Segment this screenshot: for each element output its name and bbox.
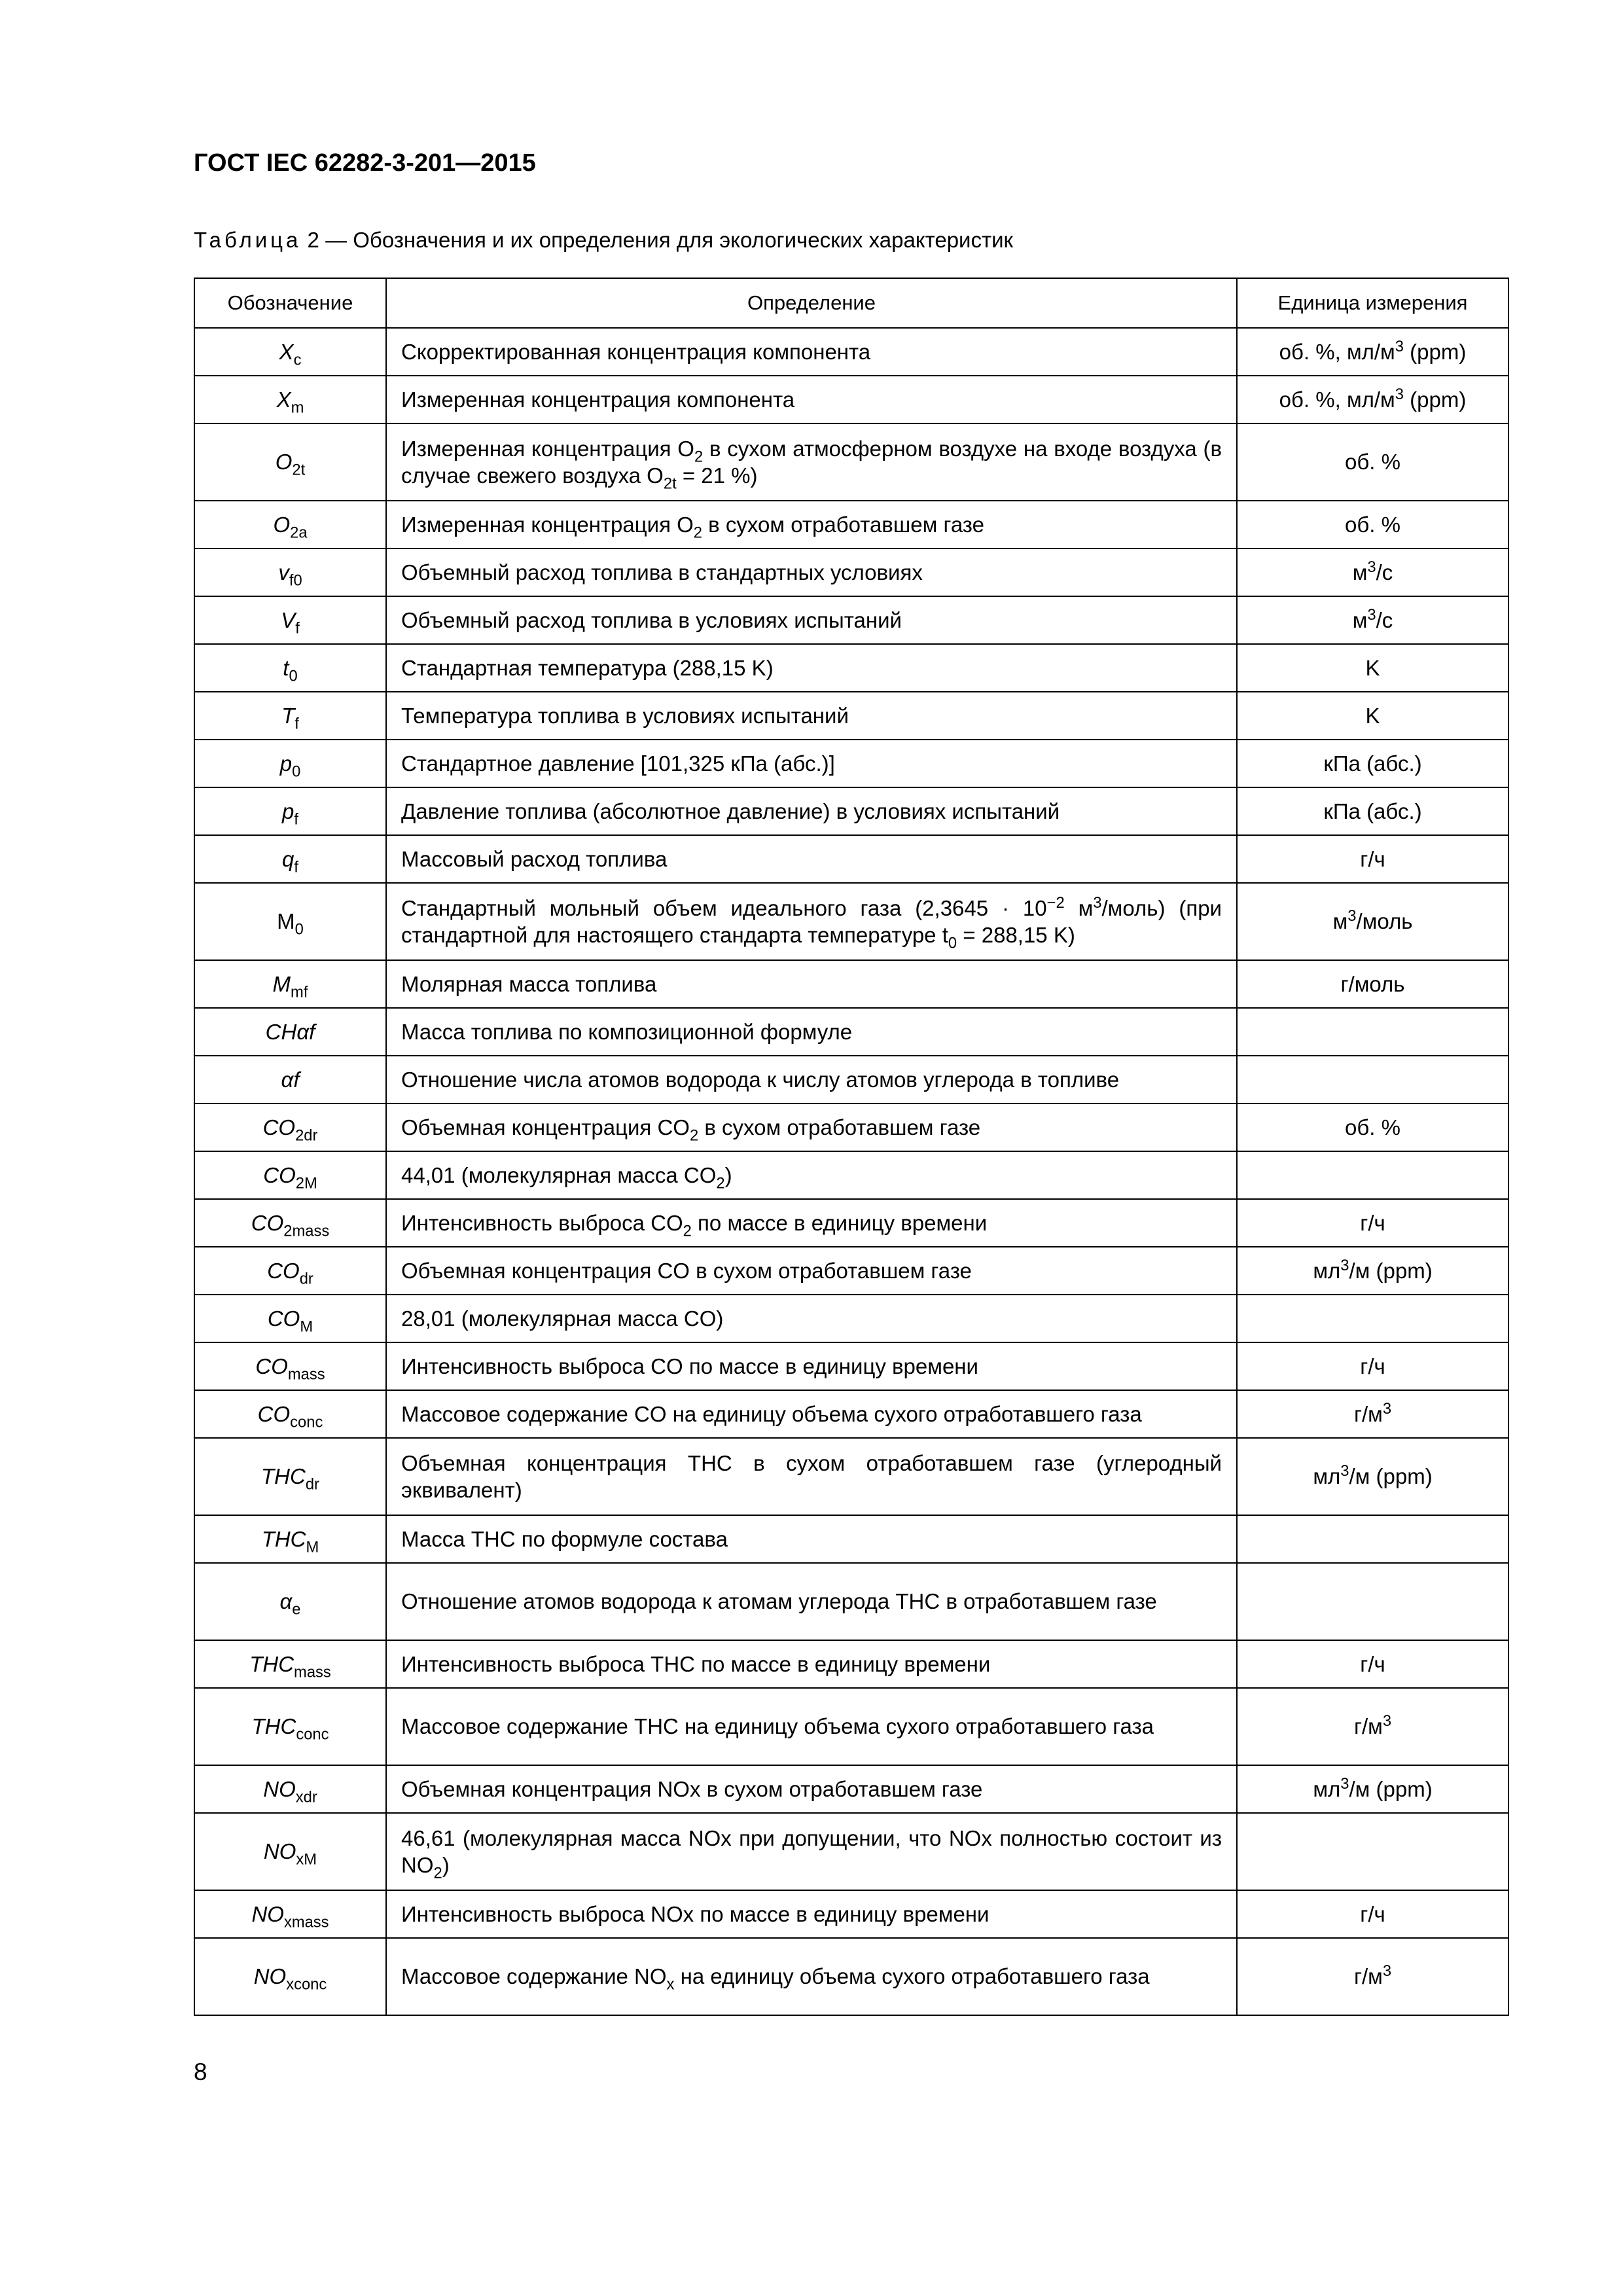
unit-cell xyxy=(1237,1056,1508,1103)
symbol-subscript: f xyxy=(295,619,300,637)
definition-cell xyxy=(386,883,1237,960)
definition-cell xyxy=(386,787,1237,835)
text-run: 2 xyxy=(693,524,703,542)
table-row xyxy=(194,1890,1508,1938)
text-run: Массовый расход топлива xyxy=(401,846,668,871)
unit-cell xyxy=(1237,1008,1508,1056)
text-run: 3 xyxy=(1367,606,1376,624)
symbol-cell xyxy=(194,376,386,423)
unit-cell xyxy=(1237,1515,1508,1563)
text-run: Стандартное давление [101,325 кПа (абс.)] xyxy=(401,751,835,776)
definition-cell xyxy=(386,835,1237,883)
text-run: /м (ppm) xyxy=(1349,1776,1433,1801)
symbol-cell xyxy=(194,1563,386,1640)
table-row xyxy=(194,1938,1508,2015)
table-row xyxy=(194,644,1508,692)
symbol-cell xyxy=(194,1056,386,1103)
unit-cell xyxy=(1237,1247,1508,1295)
text-run: Объемная концентрация NOx в сухом отработавшем газе xyxy=(401,1776,983,1801)
text-run: Массовое содержание NO xyxy=(401,1964,667,1989)
unit-cell xyxy=(1237,1640,1508,1688)
definition-cell xyxy=(386,423,1237,501)
text-run: Масса топлива по композиционной формуле xyxy=(401,1019,853,1044)
text-run: x xyxy=(666,1975,675,1994)
symbol-cell xyxy=(194,740,386,787)
text-run: кПа (абс.) xyxy=(1323,751,1422,776)
unit-cell xyxy=(1237,740,1508,787)
unit-cell xyxy=(1237,835,1508,883)
text-run: 3 xyxy=(1340,1257,1349,1274)
text-run: в сухом отработавшем газе xyxy=(698,1115,981,1139)
symbol-cell xyxy=(194,548,386,596)
text-run: об. % xyxy=(1345,1115,1400,1139)
symbol-base: t xyxy=(283,655,289,680)
table-row xyxy=(194,740,1508,787)
text-run: Измеренная концентрация O xyxy=(401,512,694,537)
table-row xyxy=(194,960,1508,1008)
text-run: мл xyxy=(1313,1776,1341,1801)
symbol-subscript: M xyxy=(306,1538,319,1556)
text-run: Объемная концентрация CO xyxy=(401,1115,690,1139)
text-run: K xyxy=(1365,703,1380,728)
text-run: 28,01 (молекулярная масса CO) xyxy=(401,1306,724,1331)
text-run: г/ч xyxy=(1360,1354,1385,1378)
column-header-symbol: Обозначение xyxy=(194,278,386,328)
symbol-subscript: xmass xyxy=(283,1913,329,1931)
text-run: об. % xyxy=(1345,512,1400,537)
symbol-cell xyxy=(194,1813,386,1890)
definition-cell xyxy=(386,1563,1237,1640)
symbol-subscript: f xyxy=(294,810,298,829)
symbol-base: THC xyxy=(261,1464,306,1489)
table-caption xyxy=(194,228,1013,253)
definition-cell xyxy=(386,1813,1237,1890)
symbol-cell xyxy=(194,1342,386,1390)
unit-cell xyxy=(1237,787,1508,835)
definition-cell xyxy=(386,1247,1237,1295)
symbol-base: NO xyxy=(263,1776,296,1801)
definition-cell xyxy=(386,1890,1237,1938)
table-row xyxy=(194,1813,1508,1890)
text-run: 2 xyxy=(716,1174,725,1193)
symbol-cell xyxy=(194,692,386,740)
text-run: Объемная концентрация THC в сухом отработавшем газе (углеродный эквивалент) xyxy=(401,1450,1222,1502)
symbol-base: α xyxy=(279,1589,293,1614)
unit-cell xyxy=(1237,1390,1508,1438)
symbol-subscript: M xyxy=(300,1318,313,1336)
table-row xyxy=(194,423,1508,501)
symbol-subscript: e xyxy=(292,1600,301,1619)
definition-cell xyxy=(386,596,1237,644)
table-row xyxy=(194,1765,1508,1813)
symbol-base: THC xyxy=(261,1526,306,1551)
text-run: = 288,15 K) xyxy=(957,923,1075,947)
text-run: Стандартный мольный объем идеального газа (2,3645 · 10 xyxy=(401,895,1047,920)
text-run: Скорректированная концентрация компонента xyxy=(401,339,871,364)
table-body xyxy=(194,328,1508,2015)
unit-cell xyxy=(1237,1438,1508,1515)
unit-cell xyxy=(1237,1765,1508,1813)
symbol-base: O xyxy=(275,450,293,475)
unit-cell xyxy=(1237,883,1508,960)
symbol-cell xyxy=(194,835,386,883)
text-run: /м (ppm) xyxy=(1349,1464,1433,1489)
text-run: /с xyxy=(1376,560,1393,584)
symbol-base: M xyxy=(277,909,295,934)
text-run: Интенсивность выброса NOx по массе в единицу времени xyxy=(401,1901,990,1926)
symbol-cell xyxy=(194,1247,386,1295)
symbol-base: NO xyxy=(251,1901,284,1926)
table-caption-text: 2 — Обозначения и их определения для экологических характеристик xyxy=(301,228,1013,252)
symbol-base: CO xyxy=(267,1258,300,1283)
text-run: мл xyxy=(1313,1258,1341,1283)
text-run: в сухом атмосферном воздухе на входе воздуха (в случае свежего воздуха O xyxy=(401,436,1222,488)
text-run: 3 xyxy=(1382,1962,1392,1981)
text-run: K xyxy=(1365,655,1380,680)
table-row xyxy=(194,787,1508,835)
text-run: г/ч xyxy=(1360,1210,1385,1235)
symbol-cell xyxy=(194,1390,386,1438)
definition-cell xyxy=(386,1199,1237,1247)
text-run: 2t xyxy=(663,475,677,493)
unit-cell xyxy=(1237,1199,1508,1247)
text-run: = 21 %) xyxy=(676,463,758,488)
symbol-subscript: c xyxy=(293,351,302,369)
text-run: Массовое содержание THC на единицу объема сухого отработавшего газа xyxy=(401,1714,1154,1739)
symbol-subscript: 2a xyxy=(290,524,308,542)
text-run: /м (ppm) xyxy=(1349,1258,1433,1283)
text-run: по массе в единицу времени xyxy=(691,1210,988,1235)
table-row xyxy=(194,1515,1508,1563)
symbol-subscript: 0 xyxy=(289,667,298,685)
symbol-subscript: mass xyxy=(287,1365,325,1384)
unit-cell xyxy=(1237,596,1508,644)
unit-cell xyxy=(1237,1688,1508,1765)
table-row xyxy=(194,1247,1508,1295)
text-run: г/ч xyxy=(1360,1901,1385,1926)
symbol-subscript: xconc xyxy=(286,1975,327,1994)
symbol-subscript: xdr xyxy=(295,1788,317,1806)
symbol-cell xyxy=(194,883,386,960)
text-run: Стандартная температура (288,15 K) xyxy=(401,655,774,680)
page-number: 8 xyxy=(194,2058,207,2085)
symbol-base: NO xyxy=(253,1964,287,1989)
symbol-base: THC xyxy=(249,1651,294,1676)
symbol-subscript: conc xyxy=(290,1413,323,1431)
definition-cell xyxy=(386,1103,1237,1151)
text-run: г/м xyxy=(1353,1964,1383,1989)
table-row xyxy=(194,1151,1508,1199)
text-run: Измеренная концентрация компонента xyxy=(401,387,795,412)
symbol-cell xyxy=(194,1938,386,2015)
definition-cell xyxy=(386,501,1237,548)
definition-cell xyxy=(386,960,1237,1008)
text-run: ) xyxy=(442,1853,450,1877)
symbol-cell xyxy=(194,644,386,692)
text-run: Масса THC по формуле состава xyxy=(401,1526,728,1551)
text-run: Отношение числа атомов водорода к числу атомов углерода в топливе xyxy=(401,1067,1120,1092)
text-run: м xyxy=(1064,895,1094,920)
text-run: об. %, мл/м xyxy=(1279,387,1395,412)
text-run: Интенсивность выброса THC по массе в единицу времени xyxy=(401,1651,991,1676)
symbol-base: p xyxy=(279,751,293,776)
definition-cell xyxy=(386,1008,1237,1056)
symbol-base: X xyxy=(279,339,294,364)
symbol-subscript: mass xyxy=(294,1663,331,1681)
definition-cell xyxy=(386,1295,1237,1342)
symbol-subscript: 2t xyxy=(292,461,306,479)
text-run: г/м xyxy=(1353,1714,1383,1739)
symbol-base: p xyxy=(282,798,294,823)
table-caption-lead: Таблица xyxy=(194,228,302,252)
symbol-base: X xyxy=(276,387,291,412)
text-run: Температура топлива в условиях испытаний xyxy=(401,703,849,728)
unit-cell xyxy=(1237,328,1508,376)
definition-cell xyxy=(386,1438,1237,1515)
unit-cell xyxy=(1237,1813,1508,1890)
definition-cell xyxy=(386,1688,1237,1765)
table-row xyxy=(194,501,1508,548)
definition-cell xyxy=(386,548,1237,596)
symbol-base: O xyxy=(273,512,291,537)
text-run: г/м xyxy=(1353,1401,1383,1426)
unit-cell xyxy=(1237,1151,1508,1199)
text-run: 3 xyxy=(1340,1775,1349,1793)
text-run: 3 xyxy=(1382,1712,1392,1731)
text-run: 2 xyxy=(433,1864,442,1882)
symbol-cell xyxy=(194,501,386,548)
unit-cell xyxy=(1237,1295,1508,1342)
text-run: Молярная масса топлива xyxy=(401,971,657,996)
definition-cell xyxy=(386,1515,1237,1563)
symbol-subscript: 0 xyxy=(292,762,301,781)
text-run: в сухом отработавшем газе xyxy=(702,512,984,537)
text-run: 3 xyxy=(1395,338,1404,355)
symbol-subscript: xM xyxy=(296,1850,317,1869)
symbol-base: NO xyxy=(263,1839,296,1864)
table-row xyxy=(194,1199,1508,1247)
table-row xyxy=(194,1342,1508,1390)
symbol-base: CO xyxy=(257,1401,291,1426)
definition-cell xyxy=(386,1640,1237,1688)
document-header: ГОСТ IEC 62282-3-201—2015 xyxy=(194,149,536,177)
table-row xyxy=(194,835,1508,883)
text-run: Отношение атомов водорода к атомам углерода THC в отработавшем газе xyxy=(401,1589,1157,1614)
symbol-cell xyxy=(194,787,386,835)
text-run: 2 xyxy=(683,1222,692,1240)
definition-cell xyxy=(386,1056,1237,1103)
symbol-subscript: 2dr xyxy=(295,1126,318,1145)
symbol-subscript: dr xyxy=(305,1475,319,1494)
symbol-subscript: m xyxy=(291,399,304,417)
text-run: /моль) (при стандартной для настоящего стандарта температуре t xyxy=(401,895,1222,947)
text-run: об. %, мл/м xyxy=(1279,339,1395,364)
text-run: 3 xyxy=(1347,907,1357,925)
text-run: г/ч xyxy=(1360,846,1385,871)
symbol-cell xyxy=(194,596,386,644)
table-row xyxy=(194,328,1508,376)
symbol-base: V xyxy=(281,607,296,632)
table-row xyxy=(194,596,1508,644)
text-run: м xyxy=(1352,607,1368,632)
column-header-unit: Единица измерения xyxy=(1237,278,1508,328)
text-run: Давление топлива (абсолютное давление) в условиях испытаний xyxy=(401,798,1060,823)
symbols-table xyxy=(194,278,1509,2016)
unit-cell xyxy=(1237,1938,1508,2015)
symbol-cell xyxy=(194,1890,386,1938)
symbol-cell xyxy=(194,1295,386,1342)
text-run: 2 xyxy=(689,1126,699,1145)
text-run: 3 xyxy=(1395,386,1404,403)
unit-cell xyxy=(1237,376,1508,423)
text-run: 44,01 (молекулярная масса CO xyxy=(401,1162,717,1187)
table-header-row xyxy=(194,278,1508,328)
unit-cell xyxy=(1237,501,1508,548)
symbol-subscript: 2mass xyxy=(283,1222,330,1240)
symbol-base: T xyxy=(281,703,295,728)
symbol-base: CO xyxy=(267,1306,300,1331)
table-row xyxy=(194,1103,1508,1151)
table-row xyxy=(194,1438,1508,1515)
symbol-cell xyxy=(194,1199,386,1247)
symbol-subscript: dr xyxy=(299,1270,313,1288)
text-run: Интенсивность выброса CO по массе в единицу времени xyxy=(401,1354,978,1378)
text-run: на единицу объема сухого отработавшего газа xyxy=(674,1964,1150,1989)
text-run: мл xyxy=(1313,1464,1341,1489)
text-run: (ppm) xyxy=(1403,387,1467,412)
symbol-base: CO xyxy=(262,1115,296,1139)
table-row xyxy=(194,548,1508,596)
text-run: 2 xyxy=(694,448,704,466)
text-run: Объемный расход топлива в условиях испытаний xyxy=(401,607,902,632)
symbol-cell xyxy=(194,1688,386,1765)
definition-cell xyxy=(386,1342,1237,1390)
definition-cell xyxy=(386,328,1237,376)
column-header-definition: Определение xyxy=(386,278,1237,328)
symbol-base: THC xyxy=(251,1714,296,1739)
symbol-base: CO xyxy=(263,1162,296,1187)
unit-cell xyxy=(1237,692,1508,740)
unit-cell xyxy=(1237,644,1508,692)
table-row xyxy=(194,1295,1508,1342)
symbol-cell xyxy=(194,1640,386,1688)
text-run: м xyxy=(1352,560,1368,584)
definition-cell xyxy=(386,376,1237,423)
text-run: Измеренная концентрация O xyxy=(401,436,694,461)
symbol-subscript: 2M xyxy=(295,1174,317,1193)
symbol-base: M xyxy=(272,971,291,996)
table-row xyxy=(194,1056,1508,1103)
text-run: /с xyxy=(1376,607,1393,632)
definition-cell xyxy=(386,1390,1237,1438)
table-row xyxy=(194,1640,1508,1688)
symbol-cell xyxy=(194,1103,386,1151)
symbol-cell xyxy=(194,1008,386,1056)
unit-cell xyxy=(1237,1890,1508,1938)
symbol-subscript: f xyxy=(294,715,299,733)
symbol-cell xyxy=(194,960,386,1008)
text-run: об. % xyxy=(1345,450,1400,475)
text-run: 3 xyxy=(1340,1462,1349,1480)
symbol-base: q xyxy=(282,846,294,871)
table-row xyxy=(194,376,1508,423)
text-run: (ppm) xyxy=(1403,339,1467,364)
symbol-cell xyxy=(194,423,386,501)
table-row xyxy=(194,883,1508,960)
text-run: 3 xyxy=(1367,558,1376,576)
text-run: Объемный расход топлива в стандартных условиях xyxy=(401,560,923,584)
table-row xyxy=(194,1390,1508,1438)
text-run: /моль xyxy=(1356,909,1413,934)
definition-cell xyxy=(386,740,1237,787)
unit-cell xyxy=(1237,548,1508,596)
unit-cell xyxy=(1237,1563,1508,1640)
text-run: Интенсивность выброса CO xyxy=(401,1210,683,1235)
text-run: 0 xyxy=(948,934,957,952)
symbol-cell xyxy=(194,328,386,376)
unit-cell xyxy=(1237,423,1508,501)
text-run: кПа (абс.) xyxy=(1323,798,1422,823)
symbol-cell xyxy=(194,1438,386,1515)
text-run: ) xyxy=(724,1162,732,1187)
definition-cell xyxy=(386,1765,1237,1813)
table-row xyxy=(194,1008,1508,1056)
symbol-subscript: 0 xyxy=(294,920,304,939)
unit-cell xyxy=(1237,1103,1508,1151)
table-row xyxy=(194,1563,1508,1640)
text-run: Объемная концентрация CO в сухом отработавшем газе xyxy=(401,1258,972,1283)
unit-cell xyxy=(1237,1342,1508,1390)
symbol-subscript: mf xyxy=(291,983,308,1001)
symbol-base: CHαf xyxy=(265,1019,315,1044)
text-run: 3 xyxy=(1382,1400,1392,1418)
definition-cell xyxy=(386,1938,1237,2015)
symbol-cell xyxy=(194,1151,386,1199)
symbol-subscript: conc xyxy=(296,1725,329,1744)
table-row xyxy=(194,692,1508,740)
symbol-cell xyxy=(194,1765,386,1813)
text-run: г/ч xyxy=(1360,1651,1385,1676)
text-run: г/моль xyxy=(1340,971,1405,996)
symbol-base: CO xyxy=(255,1354,288,1378)
symbol-cell xyxy=(194,1515,386,1563)
text-run: Массовое содержание CO на единицу объема сухого отработавшего газа xyxy=(401,1401,1142,1426)
symbol-base: v xyxy=(278,560,289,584)
text-run: 46,61 (молекулярная масса NOx при допущении, что NOx полностью состоит из NO xyxy=(401,1825,1222,1877)
unit-cell xyxy=(1237,960,1508,1008)
symbol-subscript: f xyxy=(294,858,298,876)
table-row xyxy=(194,1688,1508,1765)
symbol-base: αf xyxy=(281,1067,300,1092)
definition-cell xyxy=(386,644,1237,692)
symbol-subscript: f0 xyxy=(289,571,302,590)
text-run: м xyxy=(1332,909,1348,934)
text-run: −2 xyxy=(1046,893,1065,912)
definition-cell xyxy=(386,692,1237,740)
text-run: 3 xyxy=(1093,893,1102,912)
symbol-base: CO xyxy=(251,1210,284,1235)
definition-cell xyxy=(386,1151,1237,1199)
